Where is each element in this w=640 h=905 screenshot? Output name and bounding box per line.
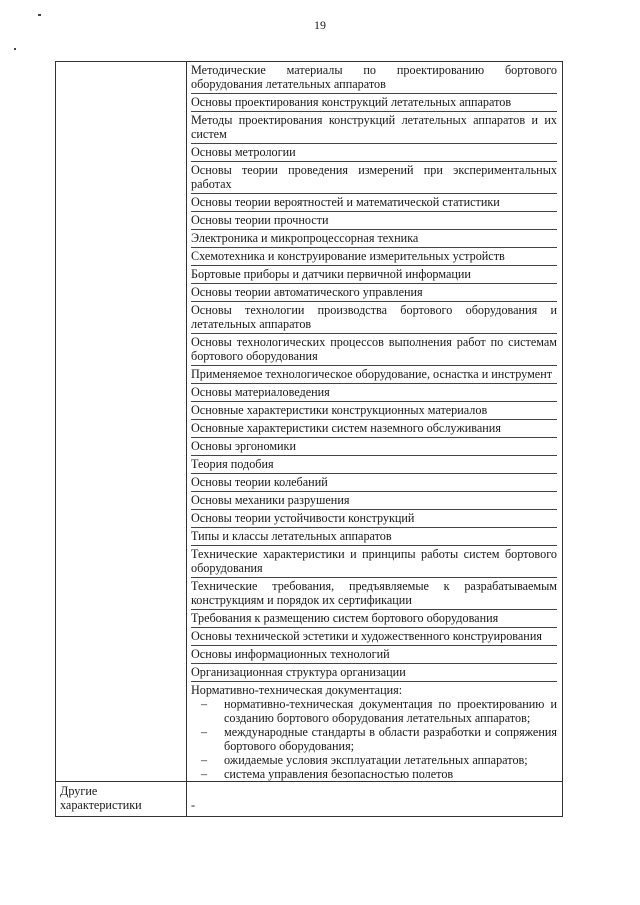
other-characteristics-value-cell: [187, 782, 563, 817]
knowledge-item: Основы технологии производства бортового оборудования и летательных аппаратов: [191, 302, 557, 334]
knowledge-item: Основы информационных технологий: [191, 646, 557, 664]
knowledge-item: Основы технологических процессов выполнения работ по системам бортового оборудования: [191, 334, 557, 366]
other-characteristics-value: -: [191, 798, 196, 812]
scan-speck: [38, 14, 41, 16]
dash-bullet: –: [201, 767, 208, 781]
knowledge-item: Бортовые приборы и датчики первичной информации: [191, 266, 557, 284]
knowledge-item: Электроника и микропроцессорная техника: [191, 230, 557, 248]
documentation-heading: Нормативно-техническая документация:: [191, 683, 403, 697]
knowledge-item: Схемотехника и конструирование измерительных устройств: [191, 248, 557, 266]
knowledge-list-cell: [187, 62, 563, 782]
knowledge-item: Основные характеристики систем наземного обслуживания: [191, 420, 557, 438]
knowledge-item: Организационная структура организации: [191, 664, 557, 682]
knowledge-item: Методические материалы по проектированию бортового оборудования летательных аппаратов: [191, 62, 557, 94]
documentation-item: [191, 697, 557, 725]
documentation-item: [191, 767, 557, 781]
documentation-item-text: международные стандарты в области разработки и сопряжения бортового оборудования;: [224, 725, 557, 753]
knowledge-item: Основы теории колебаний: [191, 474, 557, 492]
documentation-item-text: нормативно-техническая документация по проектированию и созданию бортового оборудования летательных аппаратов;: [224, 697, 557, 725]
knowledge-item: Основы теории прочности: [191, 212, 557, 230]
knowledge-item: Основы эргономики: [191, 438, 557, 456]
page-number: 19: [314, 18, 326, 32]
knowledge-item: Технические характеристики и принципы работы систем бортового оборудования: [191, 546, 557, 578]
documentation-list: [191, 697, 557, 781]
knowledge-item: Основы теории автоматического управления: [191, 284, 557, 302]
row-label-cell: [56, 62, 187, 782]
documentation-item-text: система управления безопасностью полетов: [224, 767, 454, 781]
dash-bullet: –: [201, 753, 208, 767]
documentation-item-text: ожидаемые условия эксплуатации летательных аппаратов;: [224, 753, 528, 767]
documentation-item: [191, 725, 557, 753]
scan-speck: [14, 48, 16, 50]
knowledge-item: Основы проектирования конструкций летательных аппаратов: [191, 94, 557, 112]
dash-bullet: –: [201, 697, 208, 711]
other-characteristics-label-cell: [56, 782, 187, 817]
knowledge-item: Типы и классы летательных аппаратов: [191, 528, 557, 546]
other-characteristics-row: [56, 782, 563, 817]
knowledge-item: Применяемое технологическое оборудование, оснастка и инструмент: [191, 366, 557, 384]
knowledge-item: Технические требования, предъявляемые к разрабатываемым конструкциям и порядок их сертификации: [191, 578, 557, 610]
documentation-block: [191, 682, 557, 781]
knowledge-item: Требования к размещению систем бортового оборудования: [191, 610, 557, 628]
knowledge-item: Методы проектирования конструкций летательных аппаратов и их систем: [191, 112, 557, 144]
knowledge-item: Основы теории проведения измерений при экспериментальных работах: [191, 162, 557, 194]
other-characteristics-label: Другие характеристики: [60, 784, 142, 812]
knowledge-item: Основы теории устойчивости конструкций: [191, 510, 557, 528]
knowledge-item: Основы механики разрушения: [191, 492, 557, 510]
requirements-table: [55, 61, 563, 817]
knowledge-item: Основы теории вероятностей и математической статистики: [191, 194, 557, 212]
knowledge-item: Основы материаловедения: [191, 384, 557, 402]
knowledge-row: [56, 62, 563, 782]
knowledge-item: Основы метрологии: [191, 144, 557, 162]
knowledge-item: Основные характеристики конструкционных материалов: [191, 402, 557, 420]
dash-bullet: –: [201, 725, 208, 739]
knowledge-list: [191, 62, 557, 682]
knowledge-item: Основы технической эстетики и художественного конструирования: [191, 628, 557, 646]
documentation-item: [191, 753, 557, 767]
knowledge-item: Теория подобия: [191, 456, 557, 474]
